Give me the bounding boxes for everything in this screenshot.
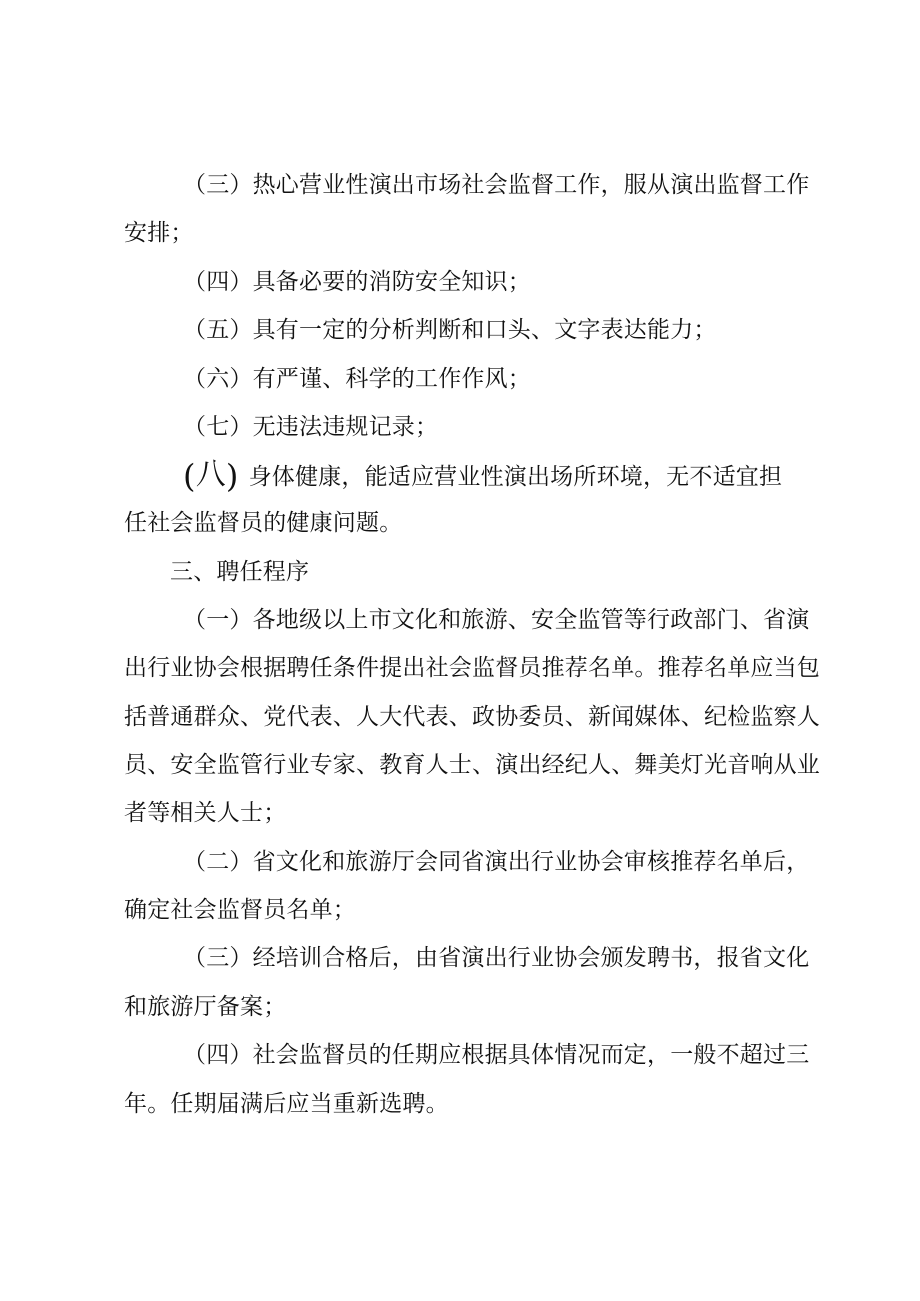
procedure-3-line-2: 和旅游厅备案； xyxy=(124,994,287,1020)
procedure-2-line-2: 确定社会监督员名单； xyxy=(124,897,356,923)
procedure-1-line-3: 括普通群众、党代表、人大代表、政协委员、新闻媒体、纪检监察人 xyxy=(124,704,820,730)
requirement-8-number: 八 xyxy=(195,457,226,492)
section-3-heading: 三、聘任程序 xyxy=(170,559,310,585)
procedure-4-line-1: （四）社会监督员的任期应根据具体情况而定，一般不超过三 xyxy=(183,1042,810,1068)
requirement-5: （五）具有一定的分析判断和口头、文字表达能力； xyxy=(183,317,717,343)
requirement-3-line-1: （三）热心营业性演出市场社会监督工作，服从演出监督工作 xyxy=(183,172,810,198)
procedure-2-line-1: （二）省文化和旅游厅会同省演出行业协会审核推荐名单后， xyxy=(183,849,810,875)
requirement-8-line-1 xyxy=(183,457,783,495)
procedure-1-line-1: （一）各地级以上市文化和旅游、安全监管等行政部门、省演 xyxy=(183,607,810,633)
requirement-7: （七）无违法违规记录； xyxy=(183,414,439,440)
procedure-3-line-1: （三）经培训合格后，由省演出行业协会颁发聘书，报省文化 xyxy=(183,945,810,971)
open-paren: ( xyxy=(183,457,196,495)
requirement-8-text: 身体健康，能适应营业性演出场所环境，无不适宜担 xyxy=(248,464,783,490)
procedure-1-line-4: 员、安全监管行业专家、教育人士、演出经纪人、舞美灯光音响从业 xyxy=(124,752,820,778)
requirement-8-line-2: 任社会监督员的健康问题。 xyxy=(124,510,403,536)
requirement-4: （四）具备必要的消防安全知识； xyxy=(183,269,531,295)
close-paren: ) xyxy=(225,457,239,495)
procedure-4-line-2: 年。任期届满后应当重新选聘。 xyxy=(124,1091,449,1117)
procedure-1-line-2: 出行业协会根据聘任条件提出社会监督员推荐名单。推荐名单应当包 xyxy=(124,655,820,681)
requirement-3-line-2: 安排； xyxy=(124,220,194,246)
procedure-1-line-5: 者等相关人士； xyxy=(124,800,287,826)
requirement-6: （六）有严谨、科学的工作作风； xyxy=(183,366,531,392)
